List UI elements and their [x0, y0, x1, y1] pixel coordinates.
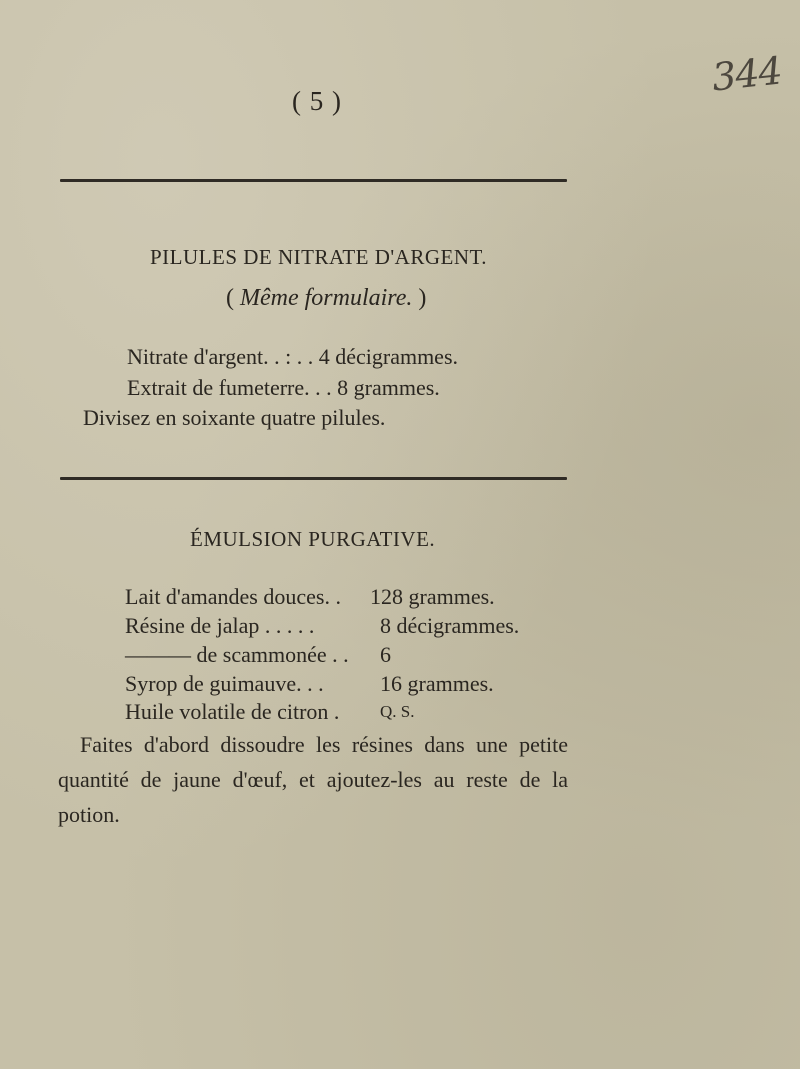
- ingredient-name: ——— de scammonée . .: [125, 642, 349, 667]
- divider-top: [60, 179, 567, 182]
- subtitle-text: Même formulaire.: [240, 285, 413, 311]
- ingredient-quantity: 8 décigrammes.: [380, 613, 520, 638]
- instructions-text: Faites d'abord dissoudre les résines dans une petite quantité de jaune d'œuf, et ajoutez-les au reste de la potion.: [58, 732, 568, 827]
- divider-middle: [60, 477, 567, 480]
- section-subtitle: [226, 285, 426, 312]
- ingredient-quantity: 6: [380, 642, 391, 667]
- ingredient-quantity: 16 grammes.: [380, 671, 494, 696]
- archive-mark: 344: [709, 48, 784, 100]
- subtitle-close-paren: ): [418, 285, 427, 311]
- ingredient-name: Syrop de guimauve. . .: [125, 671, 324, 696]
- page-number: ( 5 ): [292, 86, 342, 116]
- ingredient-name: Lait d'amandes douces. .: [125, 584, 341, 609]
- recipe-line: Divisez en soixante quatre pilules.: [83, 405, 386, 430]
- ingredient-name: Résine de jalap . . . . .: [125, 613, 315, 638]
- ingredient-quantity: Q. S.: [380, 702, 415, 721]
- instructions-paragraph: [58, 727, 568, 832]
- recipe-line: Nitrate d'argent. . : . . 4 décigrammes.: [127, 344, 459, 369]
- subtitle-open-paren: (: [226, 285, 234, 311]
- ingredient-quantity: 128 grammes.: [370, 584, 495, 609]
- section-title-emulsion: ÉMULSION PURGATIVE.: [190, 527, 436, 551]
- recipe-line: Extrait de fumeterre. . . 8 grammes.: [127, 375, 440, 400]
- ingredient-name: Huile volatile de citron .: [125, 699, 340, 724]
- section-title-pilules: PILULES DE NITRATE D'ARGENT.: [150, 245, 488, 269]
